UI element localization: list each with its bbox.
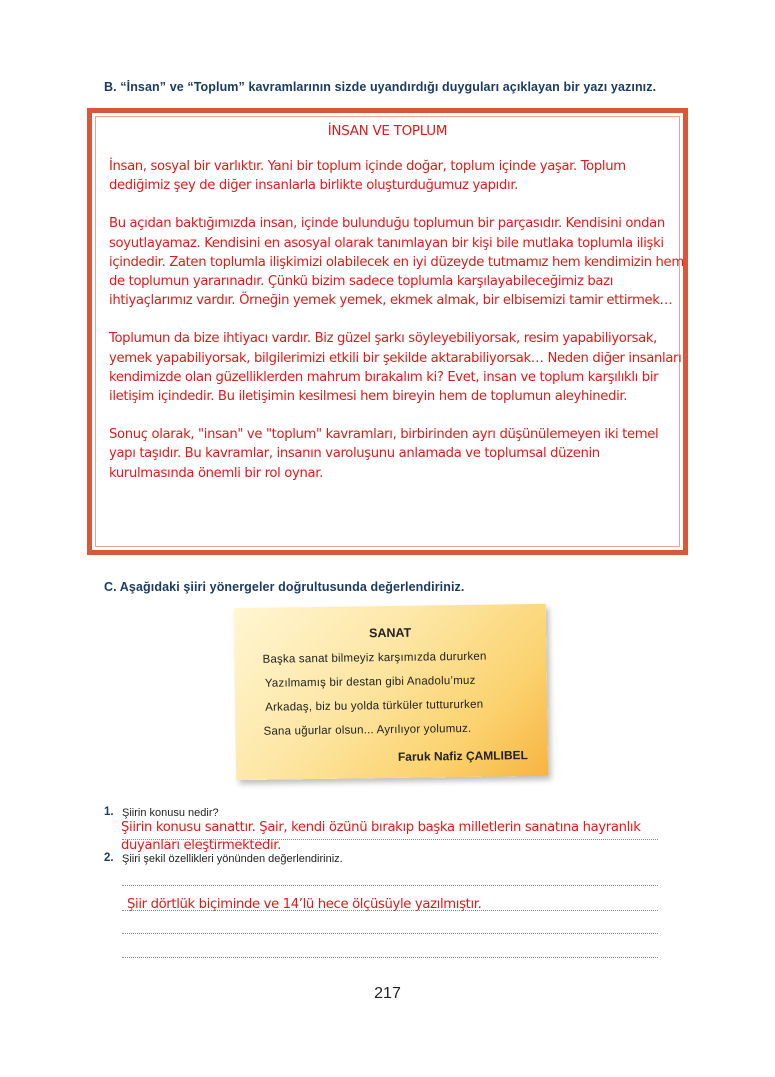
essay-title: İNSAN VE TOPLUM [327,123,448,139]
poem-line-2: Yazılmamış bir destan gibi Anadolu’muz [264,674,476,690]
section-c-heading: C. Aşağıdaki şiiri yönergeler doğrultusunda değerlendiriniz. [104,580,465,594]
poem-line-4: Sana uğurlar olsun... Ayrılıyor yolumuz. [263,722,472,738]
poem-card [234,604,548,780]
answer-line [122,933,658,934]
poem-line-3: Arkadaş, biz bu yolda türküler tuttururken [265,698,484,714]
question-1-text: Şiirin konusu nedir? [122,807,219,819]
question-1-answer[interactable]: Şiirin konusu sanattır. Şair, kendi özünü bırakıp başka milletlerin sanatına hayranlık duyanları eleştirmektedir. [121,820,641,853]
essay-paragraph-4: Sonuç olarak, "insan" ve "toplum" kavramları, birbirinden ayrı düşünülemeyen iki temel yapı taşıdır. Bu kavramlar, insanın varoluşunu anlamada ve toplumsal düzenin kurulmasında önemli bir rol oynar. [109,427,659,481]
poem-author: Faruk Nafiz ÇAMLIBEL [397,748,528,764]
essay-paragraph-2: Bu açıdan baktığımızda insan, içinde bulunduğu toplumun bir parçasıdır. Kendisini ondan soyutlayamaz. Kendisini en asosyal olarak tanımlayan bir kişi bile mutlaka toplumla ilişki içindedir. Zaten toplumla ilişkimizi olabilecek en iyi düzeyde tutmamız hem kendimizin hem de toplumun yararınadır. Çünkü bizim sadece toplumla karşılayabileceğimiz bazı ihtiyaçlarımız vardır. Örneğin yemek yemek, ekmek almak, bir elbisemizi tamir ettirmek… [109,216,684,309]
essay-box [87,108,688,555]
poem-title: SANAT [369,625,412,641]
essay-paragraph-3: Toplumun da bize ihtiyacı vardır. Biz güzel şarkı söyleyebiliyorsak, resim yapabiliyorsak, yemek yapabiliyorsak, bilgilerimizi etkili bir şekilde aktarabiliyorsak… Neden diğer insanları kendimizde olan güzelliklerden mahrum bırakalım ki? Evet, insan ve toplum karşılıklı bir iletişim içindedir. Bu iletişimin kesilmesi hem bireyin hem de toplumun aleyhinedir. [109,331,682,405]
question-1-number: 1. [104,806,114,818]
question-2-answer[interactable]: Şiir dörtlük biçiminde ve 14’lü hece ölçüsüyle yazılmıştır. [127,897,482,912]
answer-line [122,839,658,840]
answer-line [122,885,658,886]
question-2-number: 2. [104,852,114,864]
section-b-heading: B. “İnsan” ve “Toplum” kavramlarının sizde uyandırdığı duyguları açıklayan bir yazı yazınız. [104,80,657,94]
question-2-text: Şiiri şekil özellikleri yönünden değerlendiriniz. [122,853,343,865]
page-number: 217 [374,985,401,1002]
essay-body [109,157,684,502]
essay-paragraph-1: İnsan, sosyal bir varlıktır. Yani bir toplum içinde doğar, toplum içinde yaşar. Toplum dediğimiz şey de diğer insanlarla birlikte oluşturduğumuz yapıdır. [109,159,626,194]
answer-line [122,910,658,911]
answer-line [122,957,658,958]
poem-line-1: Başka sanat bilmeyiz karşımızda dururken [262,650,487,666]
